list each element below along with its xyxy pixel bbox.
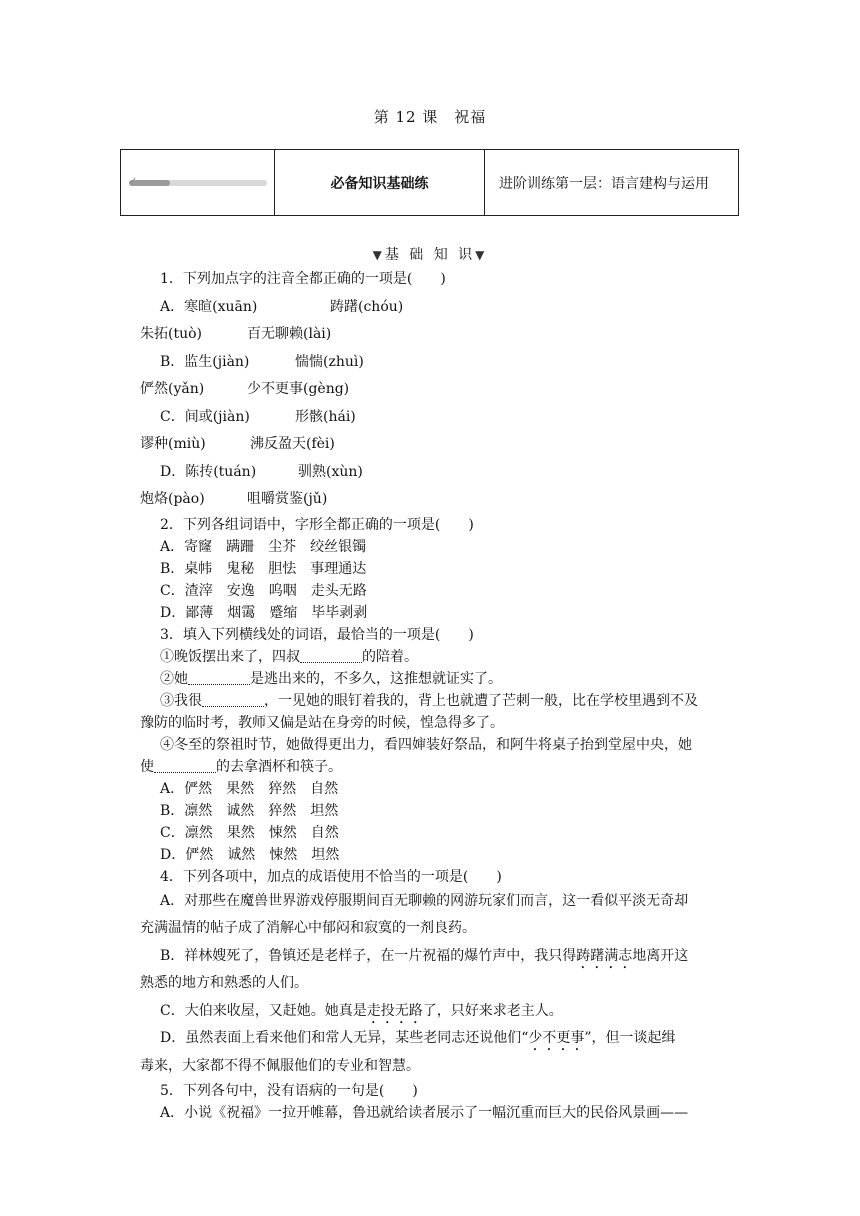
option-c-item: 沸反盈天(fèi): [250, 436, 335, 452]
option-a: A．俨然 果然 猝然 自然: [160, 780, 339, 797]
triangle-down-icon: ▼: [372, 248, 385, 262]
option-row: [160, 459, 736, 487]
option-d-item: D．陈抟(tuán): [160, 463, 257, 480]
option-text: C．大伯来收屋，又赶她。她真是: [160, 1002, 367, 1019]
option-d-item: 驯熟(xùn): [298, 463, 363, 480]
dotted-idiom: 少不更事: [528, 1030, 585, 1046]
fill-blank: [202, 692, 264, 707]
page-title: 第 12 课 祝福: [373, 108, 487, 126]
option-b-item: 惴惴(zhuì): [295, 353, 364, 370]
option-a-item: 百无聊赖(lài): [247, 326, 332, 342]
option-row: [140, 486, 736, 514]
option-c: C．渣滓 安逸 呜咽 走头无路: [160, 582, 367, 599]
sentence-text: 使: [140, 758, 154, 775]
question-content: [140, 266, 736, 1124]
check-icon: ✓: [129, 175, 138, 187]
sentence-3-cont: 豫防的临时考，教师又偏是站在身旁的时候，惶急得多了。: [140, 714, 504, 731]
option-a-item: A．寒暄(xuān): [160, 298, 258, 315]
section-name: 必备知识基础练: [275, 150, 485, 215]
progress-bar: [129, 175, 267, 187]
section-header-table: [120, 149, 739, 216]
sentence-4-cont: [140, 756, 736, 778]
option-b-item: 俨然(yǎn): [140, 381, 205, 397]
sentence-3: [160, 690, 736, 712]
option-b-cont: 熟悉的地方和熟悉的人们。: [140, 975, 308, 991]
sentence-text: ③我很: [160, 692, 202, 709]
option-a: A．小说《祝福》一拉开帷幕，鲁迅就给读者展示了一幅沉重而巨大的民俗风景画——: [160, 1105, 689, 1121]
sentence-text: 是逃出来的，不多久，这推想就证实了。: [250, 670, 502, 687]
option-b: B．桌帏 鬼秘 胆怯 事理通达: [160, 560, 367, 577]
option-b-item: B．监生(jiàn): [160, 353, 250, 370]
option-a: A．寄窿 蹒跚 尘芥 绞丝银镯: [160, 538, 367, 555]
triangle-down-icon: ▼: [475, 248, 488, 262]
section-heading-text: 基 础 知 识: [384, 247, 476, 263]
option-d: D．鄙薄 烟霭 蹙缩 毕毕剥剥: [160, 604, 368, 621]
progress-cell: [121, 150, 275, 215]
option-row: [140, 321, 736, 349]
option-a-item: 踌躇(chóu): [330, 298, 404, 315]
option-d: D．俨然 诚然 悚然 坦然: [160, 846, 340, 863]
question-stem: 2．下列各组词语中，字形全都正确的一项是( ): [160, 516, 474, 533]
sentence-text: ②她: [160, 670, 188, 687]
option-b: B．凛然 诚然 猝然 坦然: [160, 802, 339, 819]
option-c-item: 谬种(miù): [140, 436, 206, 452]
option-a-item: 朱拓(tuò): [140, 326, 202, 342]
option-text: 地离开这: [632, 947, 689, 964]
question-stem: 1．下列加点字的注音全都正确的一项是( ): [160, 271, 446, 287]
option-row: [140, 431, 736, 459]
option-a-cont: 充满温情的帖子成了消解心中郁闷和寂寞的一剂良药。: [140, 920, 476, 936]
section-heading: [0, 244, 860, 264]
option-c: [160, 998, 736, 1026]
question-stem: 3．填入下列横线处的词语，最恰当的一项是( ): [160, 626, 474, 643]
fill-blank: [154, 758, 216, 773]
option-text: B．祥林嫂死了，鲁镇还是老样子，在一片祝福的爆竹声中，我只得: [160, 947, 577, 964]
question-stem: 4．下列各项中，加点的成语使用不恰当的一项是( ): [160, 868, 502, 885]
option-text: ”，但一谈起缉: [584, 1030, 676, 1046]
sentence-1: [160, 646, 736, 668]
option-row: [140, 376, 736, 404]
option-d-cont: 毒来，大家都不得不佩服他们的专业和智慧。: [140, 1057, 420, 1074]
sentence-text: 的去拿酒杯和筷子。: [216, 758, 342, 775]
option-b-item: 少不更事(gèng): [247, 381, 350, 397]
sentence-4: ④冬至的祭祖时节，她做得更出力，看四婶装好祭品，和阿牛将桌子抬到堂屋中央，她: [160, 736, 692, 753]
option-text: D．虽然表面上看来他们和常人无异，某些老同志还说他们“: [160, 1030, 529, 1046]
fill-blank: [300, 648, 362, 663]
sentence-text: 的陪着。: [362, 648, 418, 665]
sentence-text: ①晚饭摆出来了，四叔: [160, 648, 300, 665]
option-c: C．凛然 果然 悚然 自然: [160, 824, 339, 841]
option-d: [160, 1025, 736, 1053]
question-stem: 5．下列各句中，没有语病的一句是( ): [160, 1083, 418, 1099]
option-row: [160, 349, 736, 377]
option-row: [160, 404, 736, 432]
sentence-2: [160, 668, 736, 690]
option-c-item: 形骸(hái): [295, 408, 356, 425]
training-level: 进阶训练第一层：语言建构与运用: [499, 175, 709, 192]
option-b: [160, 943, 736, 971]
option-d-item: 炮烙(pào): [140, 491, 205, 507]
option-c-item: C．间或(jiàn): [160, 408, 250, 425]
fill-blank: [188, 670, 250, 685]
dotted-idiom: 走投无路: [366, 1002, 423, 1019]
option-a: A．对那些在魔兽世界游戏停服期间百无聊赖的网游玩家们而言，这一看似平淡无奇却: [160, 892, 689, 909]
option-row: [160, 294, 736, 322]
sentence-text: ，一见她的眼钉着我的，背上也就遭了芒刺一般，比在学校里遇到不及: [264, 692, 698, 709]
option-text: 了，只好来求老主人。: [422, 1002, 563, 1019]
option-d-item: 咀嚼赏鉴(jǔ): [247, 491, 328, 507]
dotted-idiom: 踌躇满志: [576, 947, 633, 964]
